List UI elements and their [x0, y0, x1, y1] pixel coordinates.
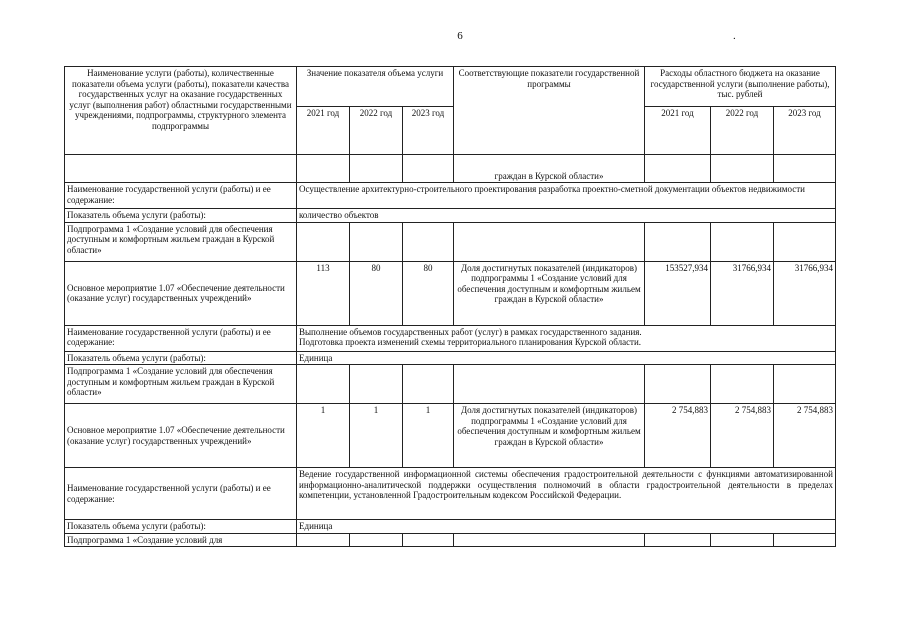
expense-value: 2 754,883: [645, 404, 711, 468]
service-name-row: [65, 325, 836, 351]
expenses-year-cell: 2021 год: [645, 107, 711, 155]
expenses-year-cell: 2022 год: [711, 107, 774, 155]
expense-value: 31766,934: [711, 261, 774, 325]
page-mark: .: [733, 30, 736, 42]
subprogram-cell: Подпрограмма 1 «Создание условий для обеспечения доступным и комфортным жильем граждан в Курской области»: [65, 365, 297, 404]
page-number: 6: [457, 30, 463, 42]
indicator-label: Показатель объема услуги (работы):: [65, 209, 297, 223]
service-name-row: [65, 183, 836, 209]
indicator-row: [65, 351, 836, 365]
expense-value: 2 754,883: [774, 404, 836, 468]
services-table: [64, 66, 836, 547]
header-program-cell: Соответствующие показатели государственной программы: [454, 67, 645, 155]
subprogram-cell: Подпрограмма 1 «Создание условий для: [65, 533, 297, 547]
continuation-row: [65, 155, 836, 183]
expense-value: 153527,934: [645, 261, 711, 325]
service-name-value: Ведение государственной информационной системы обеспечения градостроительной деятельности с функциями автоматизированной информационно-аналитической поддержки осуществления полномочий в области градостроительной деятельности в пределах компетенции, установленной Градостроительным кодексом Российской Федерации.: [297, 468, 836, 520]
subprogram-row: [65, 533, 836, 547]
indicator-row: [65, 209, 836, 223]
activity-cell: Основное мероприятие 1.07 «Обеспечение деятельности (оказание услуг) государственных учреждений»: [65, 404, 297, 468]
program-indicator-cell: Доля достигнутых показателей (индикаторов) подпрограммы 1 «Создание условий для обеспечения доступным и комфортным жильем граждан в Курской области»: [454, 404, 645, 468]
indicator-value: Единица: [297, 351, 836, 365]
subprogram-row: [65, 365, 836, 404]
indicator-value: Единица: [297, 520, 836, 534]
subprogram-cell: Подпрограмма 1 «Создание условий для обеспечения доступным и комфортным жильем граждан в Курской области»: [65, 222, 297, 261]
continuation-program-cell: граждан в Курской области»: [454, 155, 645, 183]
service-name-row: [65, 468, 836, 520]
service-name-value: Осуществление архитектурно-строительного проектирования разработка проектно-сметной документации объектов недвижимости: [297, 183, 836, 209]
activity-row: [65, 404, 836, 468]
expense-value: 2 754,883: [711, 404, 774, 468]
indicator-label: Показатель объема услуги (работы):: [65, 351, 297, 365]
table-header-row: [65, 67, 836, 107]
header-expenses-cell: Расходы областного бюджета на оказание государственной услуги (выполнение работы), тыс. рублей: [645, 67, 836, 107]
expense-value: 31766,934: [774, 261, 836, 325]
volume-year-cell: 2021 год: [297, 107, 350, 155]
subprogram-row: [65, 222, 836, 261]
service-name-label: Наименование государственной услуги (работы) и ее содержание:: [65, 183, 297, 209]
volume-year-cell: 2023 год: [403, 107, 454, 155]
header-name-cell: Наименование услуги (работы), количественные показатели объема услуги (работы), показатели качества государственных услуг на оказание государственных услуг (выполнения работ) областными государственными учреждениями, подпрограммы, структурного элемента подпрограммы: [65, 67, 297, 155]
service-name-line: Подготовка проекта изменений схемы территориального планирования Курской области.: [299, 337, 642, 347]
indicator-value: количество объектов: [297, 209, 836, 223]
volume-value: 1: [403, 404, 454, 468]
volume-value: 80: [403, 261, 454, 325]
service-name-line: Выполнение объемов государственных работ (услуг) в рамках государственного задания.: [299, 326, 642, 337]
volume-value: 113: [297, 261, 350, 325]
service-name-label: Наименование государственной услуги (работы) и ее содержание:: [65, 325, 297, 351]
volume-year-cell: 2022 год: [350, 107, 403, 155]
header-volume-cell: Значение показателя объема услуги: [297, 67, 454, 107]
program-indicator-cell: Доля достигнутых показателей (индикаторов) подпрограммы 1 «Создание условий для обеспечения доступным и комфортным жильем граждан в Курской области»: [454, 261, 645, 325]
volume-value: 80: [350, 261, 403, 325]
activity-cell: Основное мероприятие 1.07 «Обеспечение деятельности (оказание услуг) государственных учреждений»: [65, 261, 297, 325]
service-name-label: Наименование государственной услуги (работы) и ее содержание:: [65, 468, 297, 520]
activity-row: [65, 261, 836, 325]
indicator-row: [65, 520, 836, 534]
volume-value: 1: [350, 404, 403, 468]
volume-value: 1: [297, 404, 350, 468]
service-name-value: [297, 325, 836, 351]
expenses-year-cell: 2023 год: [774, 107, 836, 155]
indicator-label: Показатель объема услуги (работы):: [65, 520, 297, 534]
